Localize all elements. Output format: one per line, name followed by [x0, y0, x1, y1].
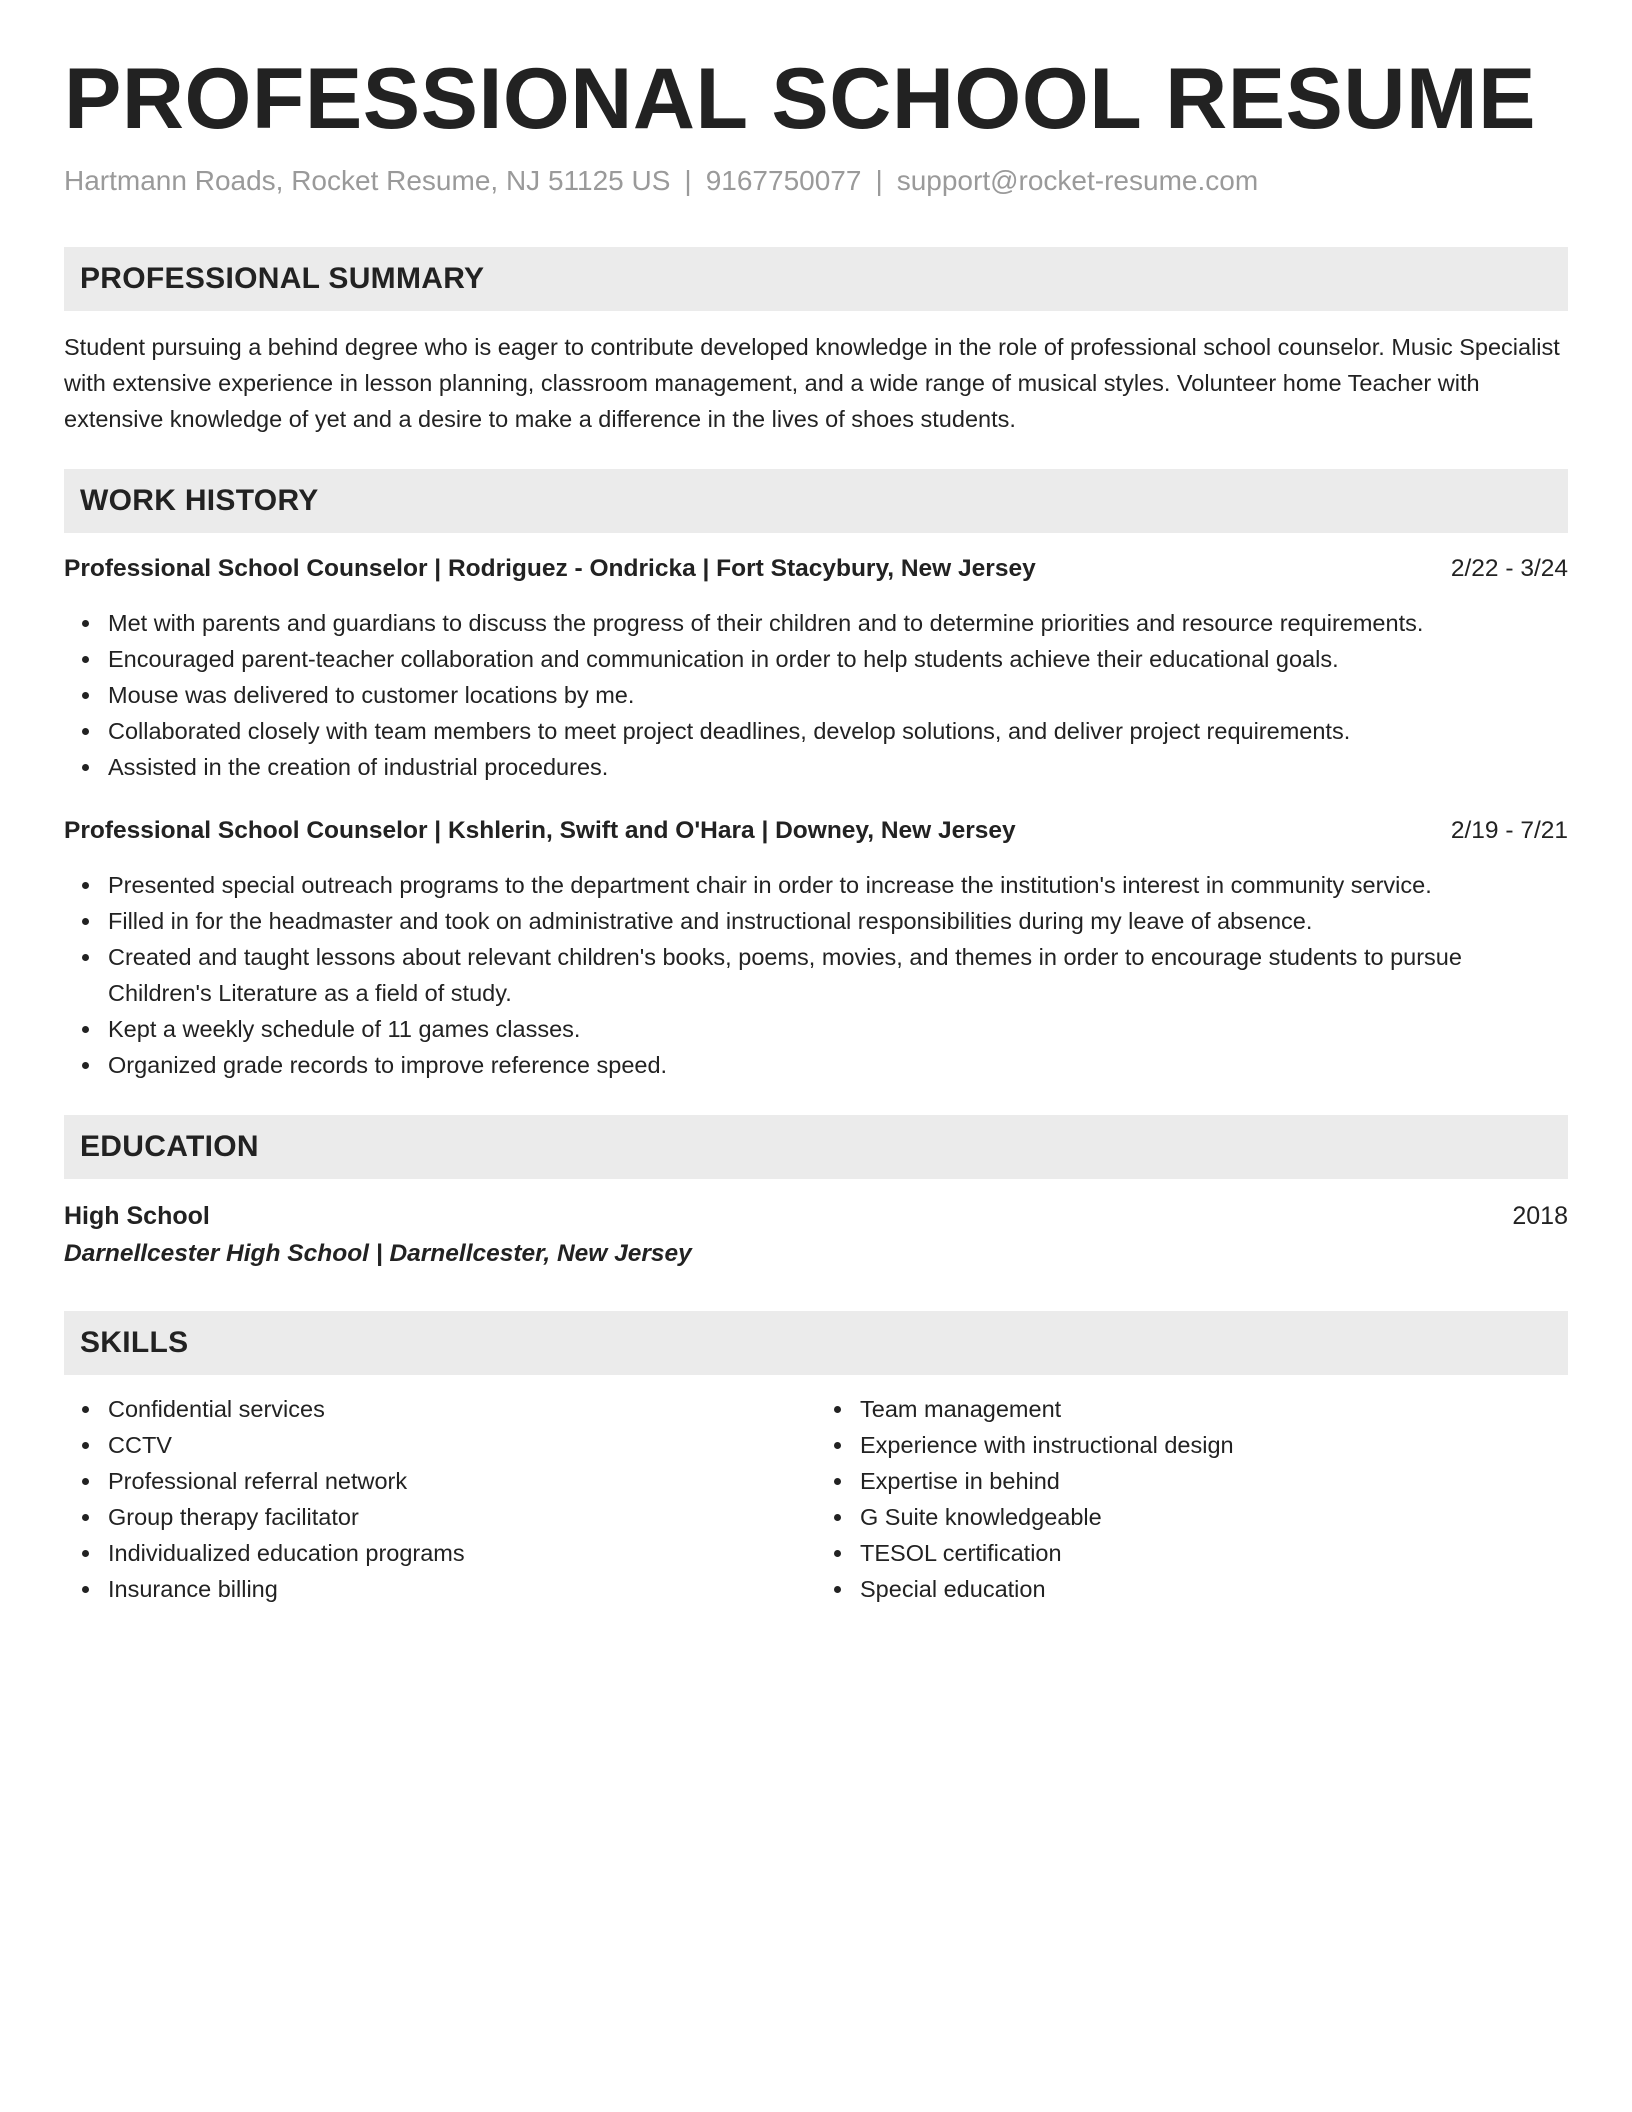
contact-email: support@rocket-resume.com [896, 164, 1259, 196]
work-history-heading: WORK HISTORY [64, 469, 1568, 533]
education-heading: EDUCATION [64, 1115, 1568, 1179]
education-entry [64, 1197, 1568, 1273]
job-header [64, 551, 1568, 587]
job-dates: 2/19 - 7/21 [1450, 816, 1568, 844]
list-item: Expertise in behind [860, 1463, 1568, 1499]
list-item: Team management [860, 1391, 1568, 1427]
list-item: Mouse was delivered to customer locations by me. [108, 677, 1568, 713]
job-entry [64, 551, 1568, 785]
education-degree: High School [64, 1201, 210, 1230]
education-school: Darnellcester High School | Darnellcester, New Jersey [64, 1239, 692, 1267]
resume-title: PROFESSIONAL SCHOOL RESUME [64, 51, 1537, 147]
list-item: Kept a weekly schedule of 11 games classes. [108, 1011, 1568, 1047]
list-item: Collaborated closely with team members to meet project deadlines, develop solutions, and deliver project requirements. [108, 713, 1568, 749]
education-year: 2018 [1512, 1201, 1568, 1230]
list-item: Insurance billing [108, 1571, 816, 1607]
contact-phone: 9167750077 [705, 164, 862, 196]
list-item: Individualized education programs [108, 1535, 816, 1571]
list-item: Organized grade records to improve reference speed. [108, 1047, 1568, 1083]
job-bullets [64, 605, 1568, 785]
list-item: Professional referral network [108, 1463, 816, 1499]
contact-separator: | [684, 164, 692, 196]
list-item: Experience with instructional design [860, 1427, 1568, 1463]
list-item: Filled in for the headmaster and took on administrative and instructional responsibilities during my leave of absence. [108, 903, 1568, 939]
skills-bullets [816, 1391, 1568, 1607]
list-item: Assisted in the creation of industrial procedures. [108, 749, 1568, 785]
job-bullets [64, 867, 1568, 1083]
job-entry [64, 813, 1568, 1083]
list-item: Presented special outreach programs to the department chair in order to increase the institution's interest in community service. [108, 867, 1568, 903]
job-dates: 2/22 - 3/24 [1450, 554, 1568, 582]
list-item: Group therapy facilitator [108, 1499, 816, 1535]
job-header [64, 813, 1568, 849]
contact-separator: | [875, 164, 883, 196]
job-title: Professional School Counselor | Rodriguez - Ondricka | Fort Stacybury, New Jersey [64, 554, 1036, 582]
list-item: Created and taught lessons about relevant children's books, poems, movies, and themes in order to encourage students to pursue Children's Literature as a field of study. [108, 939, 1568, 1011]
summary-text: Student pursuing a behind degree who is eager to contribute developed knowledge in the role of professional school counselor. Music Specialist with extensive experience in lesson planning, classroom management, and a wide range of musical styles. Volunteer home Teacher with extensive knowledge of yet and a desire to make a difference in the lives of shoes students. [64, 333, 1560, 432]
skills-heading: SKILLS [64, 1311, 1568, 1375]
job-title: Professional School Counselor | Kshlerin, Swift and O'Hara | Downey, New Jersey [64, 816, 1016, 844]
contact-address: Hartmann Roads, Rocket Resume, NJ 51125 US [64, 164, 671, 196]
list-item: CCTV [108, 1427, 816, 1463]
list-item: Confidential services [108, 1391, 816, 1427]
list-item: G Suite knowledgeable [860, 1499, 1568, 1535]
summary-heading: PROFESSIONAL SUMMARY [64, 247, 1568, 311]
contact-line [64, 165, 1568, 197]
list-item: Met with parents and guardians to discuss the progress of their children and to determine priorities and resource requirements. [108, 605, 1568, 641]
skills-column-left [64, 1391, 816, 1607]
list-item: Special education [860, 1571, 1568, 1607]
list-item: TESOL certification [860, 1535, 1568, 1571]
list-item: Encouraged parent-teacher collaboration and communication in order to help students achieve their educational goals. [108, 641, 1568, 677]
skills-bullets [64, 1391, 816, 1607]
skills-list [64, 1391, 1568, 1607]
education-header [64, 1197, 1568, 1235]
skills-column-right [816, 1391, 1568, 1607]
